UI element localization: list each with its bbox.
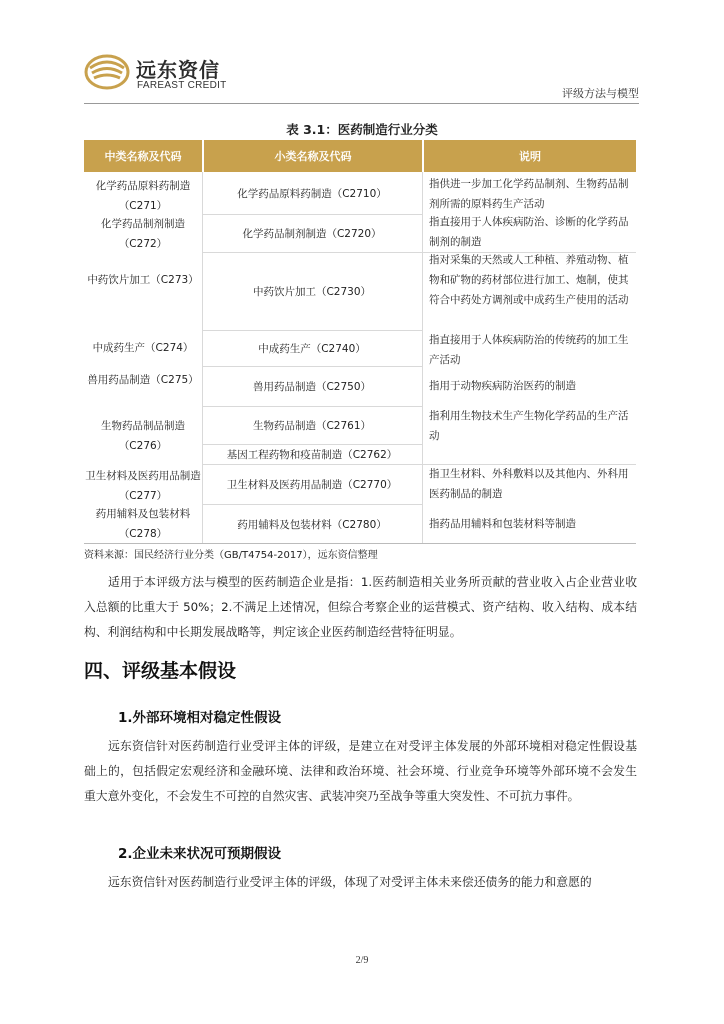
sub-category-cell: 生物药品制造（C2761） xyxy=(252,419,372,432)
description-cell: 指直接用于人体疾病防治的传统药的加工生产活动 xyxy=(429,334,629,366)
company-logo xyxy=(84,48,284,98)
description-cell: 指利用生物技术生产生物化学药品的生产活动 xyxy=(429,410,629,442)
subsection-paragraph: 远东资信针对医药制造行业受评主体的评级，体现了对受评主体未来偿还债务的能力和意愿的 xyxy=(108,875,592,889)
logo-chinese-text: 远东资信 xyxy=(136,58,220,82)
section-heading: 四、评级基本假设 xyxy=(84,660,237,682)
logo-english-text: FAREAST CREDIT xyxy=(137,80,227,91)
mid-category-cell: 中药饮片加工（C273） xyxy=(87,274,199,286)
header-section-label: 评级方法与模型 xyxy=(562,87,639,100)
table-source-note: 资料来源：国民经济行业分类（GB/T4754-2017），远东资信整理 xyxy=(84,550,378,561)
column-header-mid: 中类名称及代码 xyxy=(84,140,202,172)
subsection-heading: 2.企业未来状况可预期假设 xyxy=(118,846,282,862)
mid-category-cell: 卫生材料及医药用品制造（C277） xyxy=(85,470,201,502)
mid-category-cell: 兽用药品制造（C275） xyxy=(87,374,199,386)
description-cell: 指供进一步加工化学药品制剂、生物药品制剂所需的原料药生产活动 xyxy=(429,178,629,210)
sub-category-cell: 中成药生产（C2740） xyxy=(258,342,366,355)
description-cell: 指用于动物疾病防治医药的制造 xyxy=(429,380,576,392)
column-divider xyxy=(422,172,423,544)
description-cell: 指直接用于人体疾病防治、诊断的化学药品制剂的制造 xyxy=(429,216,629,248)
header-divider xyxy=(84,103,639,104)
sub-category-cell: 中药饮片加工（C2730） xyxy=(252,285,372,298)
column-header-desc: 说明 xyxy=(424,140,636,172)
table-bottom-rule xyxy=(84,543,636,544)
mid-category-cell: 化学药品原料药制造（C271） xyxy=(95,180,191,212)
subsection-heading: 1.外部环境相对稳定性假设 xyxy=(118,710,282,726)
mid-category-cell: 化学药品制剂制造（C272） xyxy=(101,218,185,250)
sub-category-cell: 基因工程药物和疫苗制造（C2762） xyxy=(226,448,398,461)
description-cell: 指卫生材料、外科敷料以及其他内、外科用医药制品的制造 xyxy=(429,468,629,500)
applicability-paragraph: 适用于本评级方法与模型的医药制造企业是指：1.医药制造相关业务所贡献的营业收入占企业营业收入总额的比重大于 50%；2.不满足上述情况，但综合考察企业的运营模式、资产结构、收入结构、成本结构、利润结构和中长期发展战略等，判定该企业医药制造经营特征明显。 xyxy=(84,575,637,639)
sub-category-cell: 兽用药品制造（C2750） xyxy=(252,380,372,393)
page-number: 2/9 xyxy=(355,955,369,966)
sub-category-cell: 药用辅料及包装材料（C2780） xyxy=(237,518,387,531)
mid-category-cell: 生物药品制品制造（C276） xyxy=(101,420,185,452)
description-cell: 指对采集的天然或人工种植、养殖动物、植物和矿物的药材部位进行加工、炮制，使其符合中药处方调剂或中成药生产使用的活动 xyxy=(429,254,629,306)
column-header-sub: 小类名称及代码 xyxy=(204,140,422,172)
description-cell: 指药品用辅料和包装材料等制造 xyxy=(429,518,576,530)
sub-category-cell: 化学药品原料药制造（C2710） xyxy=(237,187,387,200)
subsection-paragraph: 远东资信针对医药制造行业受评主体的评级，是建立在对受评主体发展的外部环境相对稳定性假设基础上的，包括假定宏观经济和金融环境、法律和政治环境、社会环境、行业竞争环境等外部环境不会发生重大意外变化，不会发生不可控的自然灾害、武装冲突乃至战争等重大突发性、不可抗力事件。 xyxy=(84,739,637,803)
mid-category-cell: 中成药生产（C274） xyxy=(92,342,194,354)
mid-category-cell: 药用辅料及包装材料（C278） xyxy=(95,508,191,540)
industry-classification-table xyxy=(84,140,636,544)
sub-category-cell: 卫生材料及医药用品制造（C2770） xyxy=(226,478,398,491)
table-title: 表 3.1：医药制造行业分类 xyxy=(286,122,438,137)
logo-mark-icon xyxy=(84,54,130,90)
sub-category-cell: 化学药品制剂制造（C2720） xyxy=(242,227,382,240)
